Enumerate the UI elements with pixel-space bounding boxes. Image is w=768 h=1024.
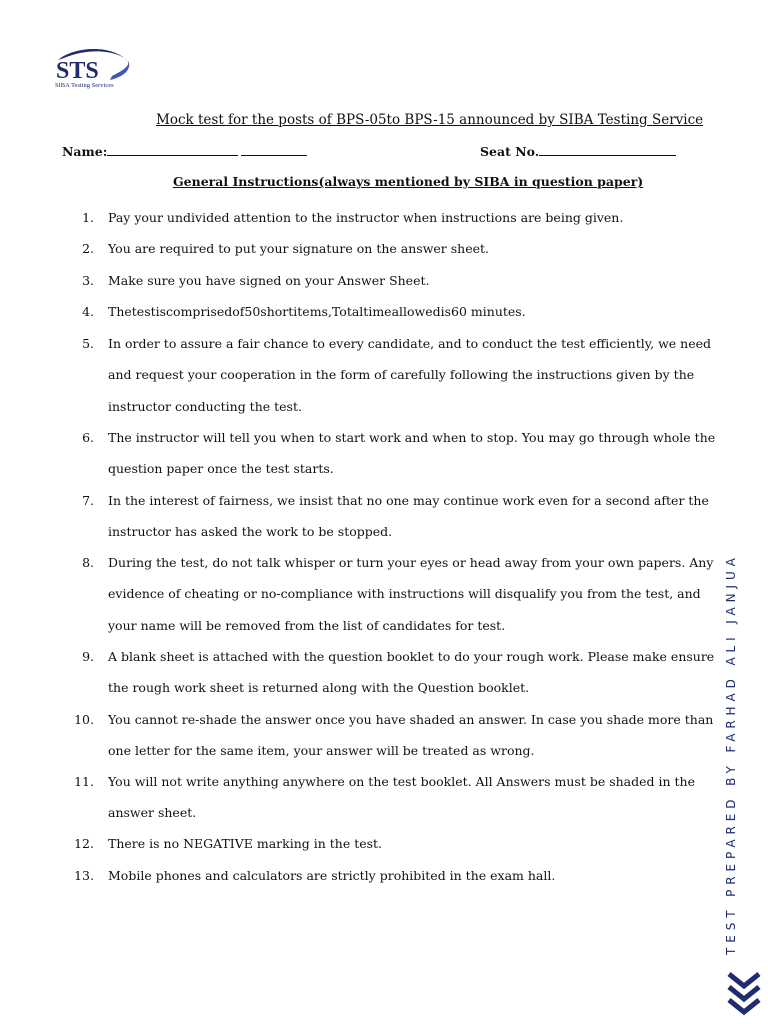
- item-number: 6.: [82, 430, 94, 445]
- item-number: 11.: [74, 774, 94, 789]
- logo-text: STS: [56, 58, 99, 84]
- instructions-heading: General Instructions(always mentioned by SIBA in question paper): [173, 174, 644, 189]
- item-text: The instructor will tell you when to start work and when to stop. You may go through whole the question paper once the test starts.: [108, 430, 716, 477]
- item-number: 13.: [74, 868, 94, 883]
- item-number: 1.: [82, 210, 94, 225]
- item-number: 12.: [74, 836, 94, 851]
- chevron-down-icon: [726, 968, 762, 1018]
- side-label: TEST PREPARED BY FARHAD ALI JANJUA: [724, 553, 738, 955]
- item-number: 8.: [82, 555, 94, 570]
- name-blank-extra[interactable]: [241, 144, 307, 156]
- seat-field[interactable]: [480, 144, 676, 159]
- item-text: In the interest of fairness, we insist that no one may continue work even for a second after the instructor has asked the work to be stopped.: [108, 493, 709, 540]
- item-number: 10.: [74, 712, 94, 727]
- item-text: You will not write anything anywhere on the test booklet. All Answers must be shaded in the answer sheet.: [108, 774, 695, 821]
- item-number: 2.: [82, 241, 94, 256]
- item-number: 9.: [82, 649, 94, 664]
- page-title: Mock test for the posts of BPS-05to BPS-15 announced by SIBA Testing Service: [156, 112, 704, 128]
- seat-label: Seat No.: [480, 144, 540, 159]
- item-text: Thetestiscomprisedof50shortitems,Totaltimeallowedis60 minutes.: [108, 304, 526, 319]
- seat-blank[interactable]: [539, 144, 676, 156]
- item-number: 4.: [82, 304, 94, 319]
- item-text: Pay your undivided attention to the instructor when instructions are being given.: [108, 210, 624, 225]
- item-text: You cannot re-shade the answer once you have shaded an answer. In case you shade more than one letter for the same item, your answer will be treated as wrong.: [108, 712, 714, 759]
- item-number: 5.: [82, 336, 94, 351]
- name-blank[interactable]: [107, 144, 238, 156]
- item-text: Make sure you have signed on your Answer Sheet.: [108, 273, 430, 288]
- item-text: You are required to put your signature on the answer sheet.: [108, 241, 489, 256]
- name-label: Name:: [62, 144, 108, 159]
- item-text: In order to assure a fair chance to every candidate, and to conduct the test efficiently, we need and request your cooperation in the form of carefully following the instructions given by the instructor conducting the test.: [108, 336, 712, 414]
- item-text: A blank sheet is attached with the question booklet to do your rough work. Please make ensure the rough work sheet is returned along with the Question booklet.: [108, 649, 715, 696]
- item-text: During the test, do not talk whisper or turn your eyes or head away from your own papers. Any evidence of cheating or no-compliance with instructions will disqualify you from the test, and your name will be removed from the list of candidates for test.: [108, 555, 714, 633]
- item-number: 3.: [82, 273, 94, 288]
- name-field[interactable]: [62, 144, 307, 159]
- logo-caption: SIBA Testing Services: [55, 82, 114, 89]
- item-number: 7.: [82, 493, 94, 508]
- item-text: Mobile phones and calculators are strictly prohibited in the exam hall.: [108, 868, 556, 883]
- item-text: There is no NEGATIVE marking in the test.: [108, 836, 383, 851]
